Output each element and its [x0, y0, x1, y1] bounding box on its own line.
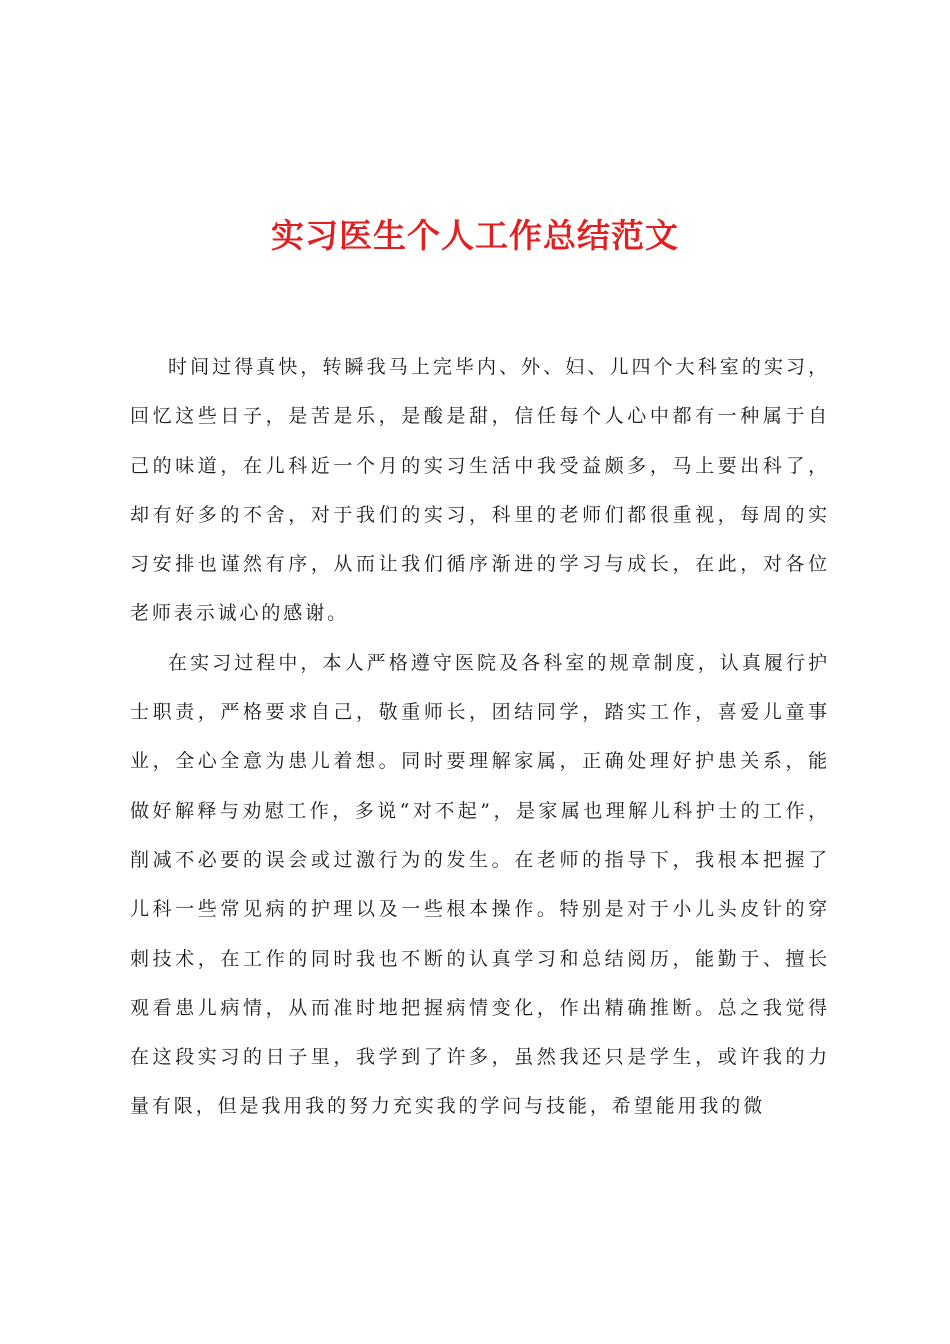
paragraph-1: 时间过得真快，转瞬我马上完毕内、外、妇、儿四个大科室的实习，回忆这些日子，是苦是乐，是酸是甜，信任每个人心中都有一种属于自己的味道，在儿科近一个月的实习生活中我受益颇多，马上要出科了，却有好多的不舍，对于我们的实习，科里的老师们都很重视，每周的实习安排也谨然有序，从而让我们循序渐进的学习与成长，在此，对各位老师表示诚心的感谢。 — [130, 356, 830, 625]
document-body — [130, 343, 830, 1132]
document-title: 实习医生个人工作总结范文 — [271, 216, 679, 255]
paragraph-2: 在实习过程中，本人严格遵守医院及各科室的规章制度，认真履行护士职责，严格要求自己，敬重师长，团结同学，踏实工作，喜爱儿童事业，全心全意为患儿着想。同时要理解家属，正确处理好护患关系，能做好解释与劝慰工作，多说“对不起”，是家属也理解儿科护士的工作，削减不必要的误会或过激行为的发生。在老师的指导下，我根本把握了儿科一些常见病的护理以及一些根本操作。特别是对于小儿头皮针的穿刺技术，在工作的同时我也不断的认真学习和总结阅历，能勤于、擅长观看患儿病情，从而准时地把握病情变化，作出精确推断。总之我觉得在这段实习的日子里，我学到了许多，虽然我还只是学生，或许我的力量有限，但是我用我的努力充实我的学问与技能，希望能用我的微 — [130, 651, 830, 1118]
